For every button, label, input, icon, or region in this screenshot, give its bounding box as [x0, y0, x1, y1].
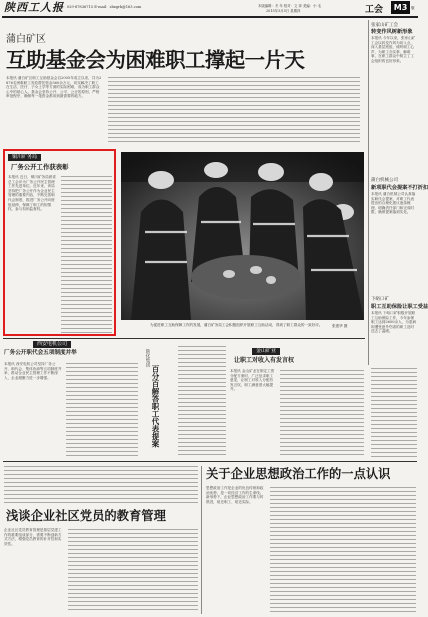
middle-right-headline: 让职工对收入有发言权: [234, 357, 295, 364]
miners-photo-illustration: [121, 152, 364, 320]
photo-credit: 张建华 摄: [332, 324, 348, 328]
news-photo: [121, 152, 364, 320]
feature-body-second-column: [61, 176, 112, 333]
page-number-badge: [391, 1, 410, 14]
masthead: [0, 0, 420, 16]
story-b-headline: 新项职代会提案不打折扣: [371, 185, 428, 191]
story-b-kicker: 蒲白机械公司: [371, 178, 398, 183]
edition-info: 本版编辑：冬 年 校对：文 萍 美编：小 毛: [258, 4, 322, 8]
right-column-divider: [368, 20, 369, 365]
photo-caption: 为促进职工互助保障工作的发展，蒲白矿务局工会积极组织开展职工互助活动，得到了职工群众的一致好评。: [150, 323, 323, 327]
newspaper-logo: 陕西工人报: [4, 1, 64, 14]
bottom-left-body: 企业社区党员教育管理是基层党建工作的重要组成部分，需要不断创新方式方法，增强党员教育的针对性和实效性。: [4, 528, 62, 546]
bottom-right-headline: 关于企业思想政治工作的一点认识: [206, 466, 391, 481]
story-c-headline: 职工互助保险让职工受益: [371, 304, 428, 310]
divider-middle-top: [3, 338, 365, 339]
feature-kicker: 铜川矿务局: [8, 154, 41, 161]
vertical-headline-block: [144, 345, 174, 457]
bottom-left-headline: 浅谈企业社区党员的教育管理: [6, 508, 166, 523]
bottom-right-body: 思想政治工作是企业的优良传统和政治优势，是一切经济工作的生命线。新形势下，企业思想政治工作要与时俱进，贴近职工、贴近实际。: [206, 486, 264, 504]
bottom-vertical-divider: [201, 466, 202, 614]
middle-right-kicker: 金山矿业: [252, 348, 280, 355]
masthead-rule: [2, 16, 418, 18]
story-a-headline: 转变作风树新形象: [371, 29, 413, 35]
section-name: 工会: [365, 5, 384, 15]
page-suffix: 版: [411, 6, 415, 10]
story-a-body: 本报讯 今年以来，张家山矿工会以转变作风为切入点，深入基层班组，倾听职工心声，为职工办实事、解难事，在职工群众中树立了工会组织的良好形象。: [371, 36, 416, 63]
publication-date: 2015年3月5日 星期四: [266, 9, 301, 13]
bottom-left-upper-text: [4, 466, 198, 504]
middle-left-body: 本报讯 西安电机公司坚持厂务公开、职代会、集体协商等五项制度并举，推动企业民主管理工作不断深入，企业凝聚力进一步增强。: [4, 362, 62, 380]
bottom-right-columns: [270, 487, 416, 612]
feature-headline: 厂务公开工作获表彰: [11, 163, 69, 171]
middle-center-columns: [178, 346, 226, 456]
story-c-kicker: 下峪口矿: [371, 297, 389, 302]
page-number: M3: [393, 3, 408, 12]
story-c-body: 本报讯 下峪口矿积极开展职工互助保险工作，今年参保职工达到2600余人，为患病和遭受意外伤害的职工及时送去了温暖。: [371, 311, 417, 334]
vertical-headline: 百分百解答职工代表提案: [151, 365, 160, 448]
lead-headline: 互助基金会为困难职工撑起一片天: [6, 48, 305, 72]
lead-body-columns: [108, 77, 360, 143]
vertical-kicker: 陕化集团: [145, 349, 150, 367]
feature-body: 本报讯 近日，铜川矿务局被省总工会评为厂务公开民主管理工作先进单位。近年来，该局坚持把厂务公开作为企业民主管理的重要内容，不断完善职代会制度，推进厂务公开向班组延伸，保障了职工的知情权、参与权和监督权。: [8, 175, 56, 212]
middle-right-columns: [280, 370, 364, 457]
masthead-info: 电话：029-87836715 E-mail：shxgrb@163.com: [56, 5, 142, 9]
right-column-lower-text: [371, 368, 417, 460]
bottom-left-columns: [68, 529, 198, 612]
right-column: [371, 19, 428, 365]
middle-left-kicker: 西安电机公司: [33, 341, 71, 348]
feature-box: [3, 149, 116, 336]
story-b-body: 本报讯 蒲白机械公司认真落实职代会提案，对职工代表提出的合理化建议逐条梳理，明确责任部门和完成时限，确保提案落到实处。: [371, 192, 416, 215]
middle-right-body: 本报讯 金山矿业在制定工资分配方案时，广泛征求职工意见，让职工对收入分配有发言权，职工满意度大幅提升。: [230, 369, 275, 392]
middle-left-columns: [66, 363, 138, 456]
lead-kicker: 蒲白矿区: [6, 34, 46, 45]
lead-body: 本报讯 蒲白矿区职工互助基金会自2005年成立以来，共为2876名困难职工发放帮扶资金560余万元，切实解决了职工在生活、医疗、子女上学等方面的实际困难，成为职工群众心中的贴心人。基金会坚持公开、公平、公正的原则，严格审批程序，确保每一笔资金都用到最需要的地方。: [6, 76, 102, 99]
middle-left-headline: 厂务公开职代会五项制度并举: [4, 350, 77, 356]
story-a-kicker: 张家山矿工会: [371, 23, 398, 28]
divider-bottom: [3, 461, 417, 462]
